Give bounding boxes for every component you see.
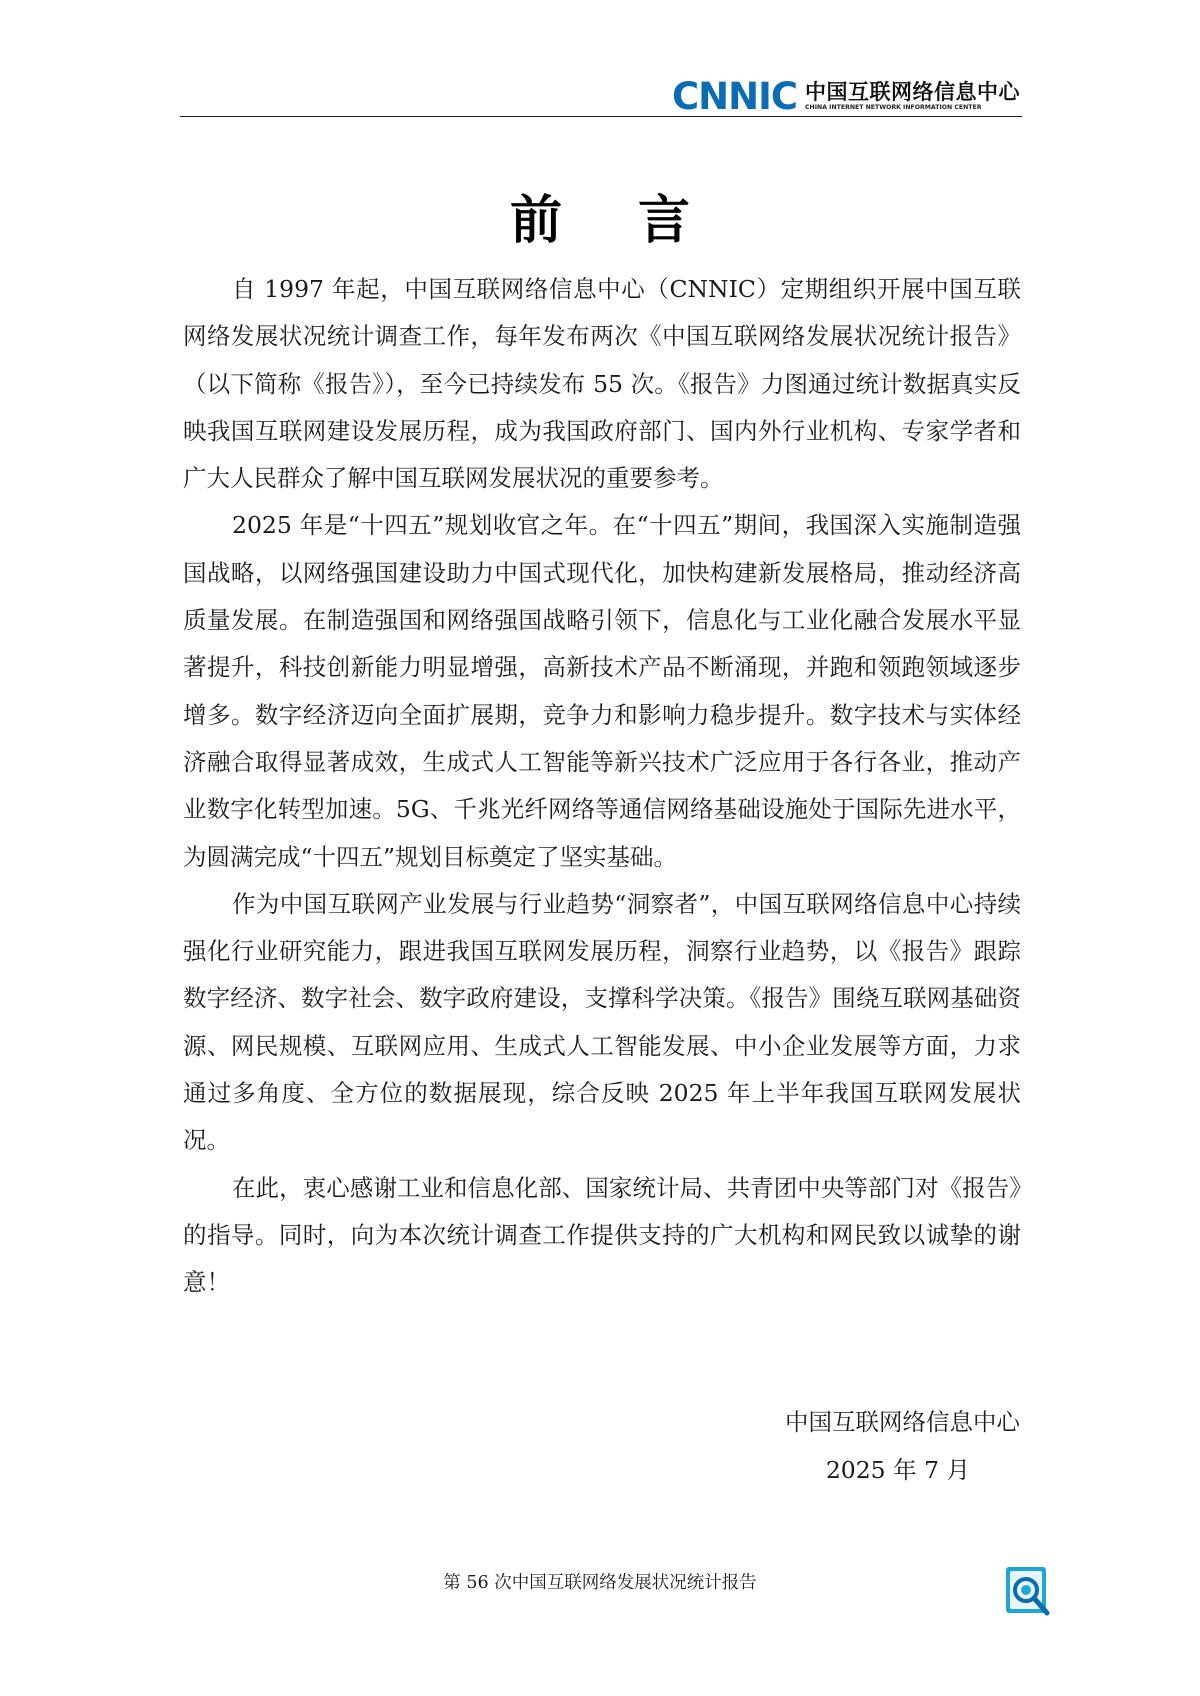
signature-date: 2025 年 7 月 [825,1456,970,1484]
paragraph: 在此，衷心感谢工业和信息化部、国家统计局、共青团中央等部门对《报告》的指导。同时，向为本次统计调查工作提供支持的广大机构和网民致以诚挚的谢意！ [183,1173,1021,1297]
logo-org-name-en: CHINA INTERNET NETWORK INFORMATION CENTER [805,104,982,111]
logo-org-name-cn: 中国互联网络信息中心 [805,79,1020,104]
page-header [180,75,1020,118]
report-search-icon [1005,1566,1053,1618]
logo-text-block [805,80,1020,112]
paragraph: 自 1997 年起，中国互联网络信息中心（CNNIC）定期组织开展中国互联网络发展状况统计调查工作，每年发布两次《中国互联网络发展状况统计报告》（以下简称《报告》），至今已持续发布 55 次。《报告》力图通过统计数据真实反映我国互联网建设发展历程，成为我国政府部门、国内外行业机构、专家学者和广大人民群众了解中国互联网发展状况的重要参考。 [183,275,1021,493]
footer-report-title: 第 56 次中国互联网络发展状况统计报告 [443,1573,757,1593]
cnnic-logo [671,75,1020,118]
signature-org: 中国互联网络信息中心 [785,1408,1020,1436]
paragraph: 作为中国互联网产业发展与行业趋势“洞察者”，中国互联网络信息中心持续强化行业研究能力，跟进我国互联网发展历程，洞察行业趋势，以《报告》跟踪数字经济、数字社会、数字政府建设，支撑科学决策。《报告》围绕互联网基础资源、网民规模、互联网应用、生成式人工智能发展、中小企业发展等方面，力求通过多角度、全方位的数据展现，综合反映 2025 年上半年我国互联网发展状况。 [183,889,1021,1155]
logo-wordmark: CNNIC [671,75,797,118]
paragraph: 2025 年是“十四五”规划收官之年。在“十四五”期间，我国深入实施制造强国战略，以网络强国建设助力中国式现代化，加快构建新发展格局，推动经济高质量发展。在制造强国和网络强国战略引领下，信息化与工业化融合发展水平显著提升，科技创新能力明显增强，高新技术产品不断涌现，并跑和领跑领域逐步增多。数字经济迈向全面扩展期，竞争力和影响力稳步提升。数字技术与实体经济融合取得显著成效，生成式人工智能等新兴技术广泛应用于各行各业，推动产业数字化转型加速。5G、千兆光纤网络等通信网络基础设施处于国际先进水平，为圆满完成“十四五”规划目标奠定了坚实基础。 [183,511,1021,871]
header-divider [180,116,1022,117]
page-title [0,186,1200,256]
title-char-2: 言 [638,190,691,251]
preface-body [183,266,1021,1307]
title-char-1: 前 [509,190,562,251]
